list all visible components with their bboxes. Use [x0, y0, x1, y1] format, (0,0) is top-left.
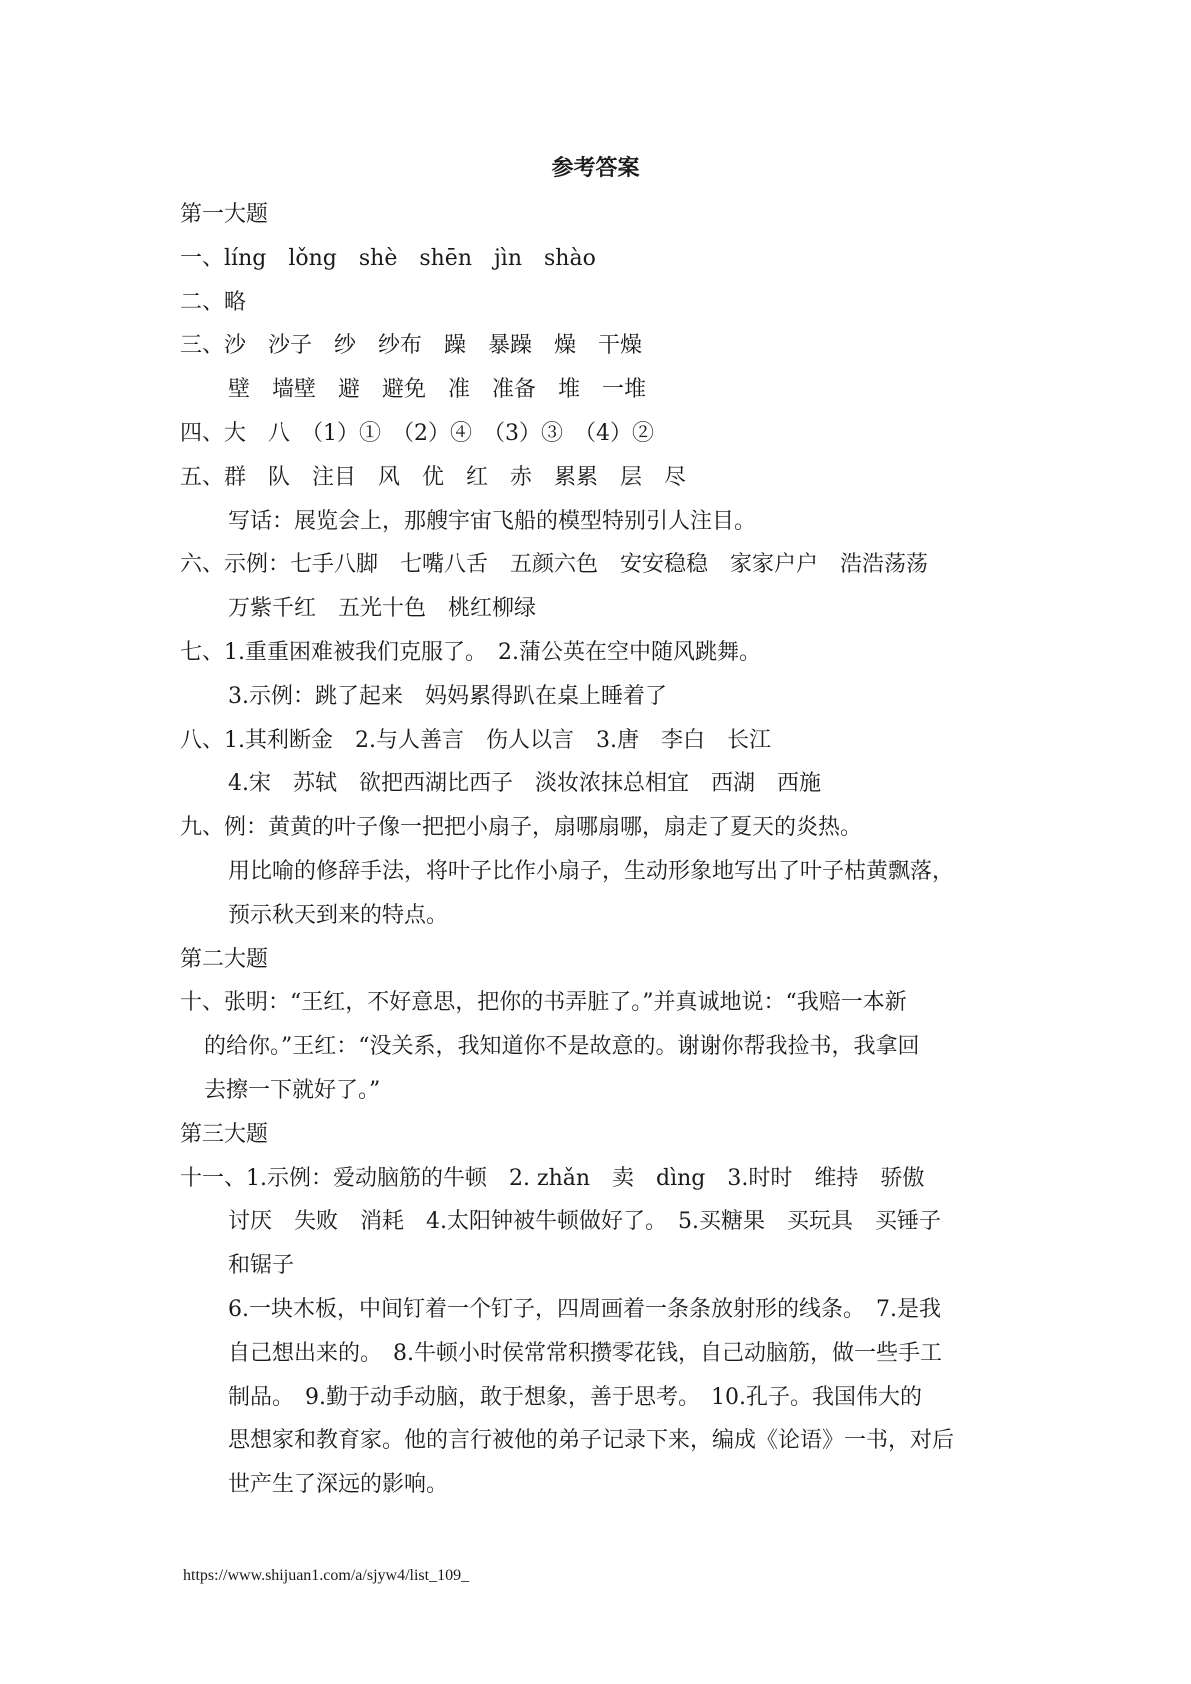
- answer-line: 十、张明：“王红，不好意思，把你的书弄脏了。”并真诚地说：“我赔一本新: [180, 990, 907, 1016]
- section-heading: 第一大题: [180, 202, 269, 227]
- answer-line: 四、大 八 （1）① （2）④ （3）③ （4）②: [180, 420, 654, 446]
- answer-line: 6.一块木板，中间钉着一个钉子，四周画着一条条放射形的线条。 7.是我: [228, 1296, 941, 1322]
- answer-line: 讨厌 失败 消耗 4.太阳钟被牛顿做好了。 5.买糖果 买玩具 买锤子: [228, 1209, 941, 1235]
- answer-line: 写话：展览会上，那艘宇宙飞船的模型特别引人注目。: [228, 508, 757, 534]
- answer-line: 一、líng lǒng shè shēn jìn shào: [180, 245, 596, 271]
- answer-line: 七、1.重重困难被我们克服了。 2.蒲公英在空中随风跳舞。: [180, 639, 761, 665]
- answer-line: 六、示例：七手八脚 七嘴八舌 五颜六色 安安稳稳 家家户户 浩浩荡荡: [180, 552, 929, 578]
- answer-line: 三、沙 沙子 纱 纱布 躁 暴躁 燥 干燥: [180, 333, 643, 359]
- answer-line: 和锯子: [228, 1253, 295, 1279]
- answer-line: 二、略: [180, 289, 247, 315]
- answer-line: 十一、1.示例：爱动脑筋的牛顿 2. zhǎn 卖 dìng 3.时时 维持 骄傲: [180, 1165, 925, 1191]
- answer-line: 八、1.其利断金 2.与人善言 伤人以言 3.唐 李白 长江: [180, 727, 771, 753]
- answer-line: 自己想出来的。 8.牛顿小时侯常常积攒零花钱，自己动脑筋，做一些手工: [228, 1340, 942, 1366]
- footer-url: https://www.shijuan1.com/a/sjyw4/list_109_: [183, 1567, 470, 1584]
- answer-content: [180, 193, 1020, 1507]
- section-heading: 第二大题: [180, 946, 269, 972]
- answer-line: 预示秋天到来的特点。: [228, 902, 449, 928]
- answer-line: 五、群 队 注目 风 优 红 赤 累累 层 尽: [180, 464, 687, 490]
- section-heading: 第三大题: [180, 1121, 269, 1147]
- answer-line: 4.宋 苏轼 欲把西湖比西子 淡妆浓抹总相宜 西湖 西施: [228, 771, 821, 797]
- answer-line: 用比喻的修辞手法，将叶子比作小扇子，生动形象地写出了叶子枯黄飘落，: [228, 858, 955, 884]
- answer-line: 万紫千红 五光十色 桃红柳绿: [228, 596, 537, 622]
- answer-line: 思想家和教育家。他的言行被他的弟子记录下来，编成《论语》一书，对后: [228, 1428, 955, 1454]
- answer-line: 制品。 9.勤于动手动脑，敢于想象，善于思考。 10.孔子。我国伟大的: [228, 1384, 922, 1410]
- answer-line: 去擦一下就好了。”: [204, 1077, 381, 1103]
- answer-line: 九、例：黄黄的叶子像一把把小扇子，扇哪扇哪，扇走了夏天的炎热。: [180, 815, 863, 841]
- answer-line: 的给你。”王红：“没关系，我知道你不是故意的。谢谢你帮我捡书，我拿回: [204, 1034, 920, 1060]
- answer-line: 世产生了深远的影响。: [228, 1472, 449, 1498]
- answer-line: 3.示例：跳了起来 妈妈累得趴在桌上睡着了: [228, 683, 667, 709]
- page-title: 参考答案: [551, 155, 640, 181]
- answer-line: 壁 墙壁 避 避免 准 准备 堆 一堆: [228, 377, 647, 403]
